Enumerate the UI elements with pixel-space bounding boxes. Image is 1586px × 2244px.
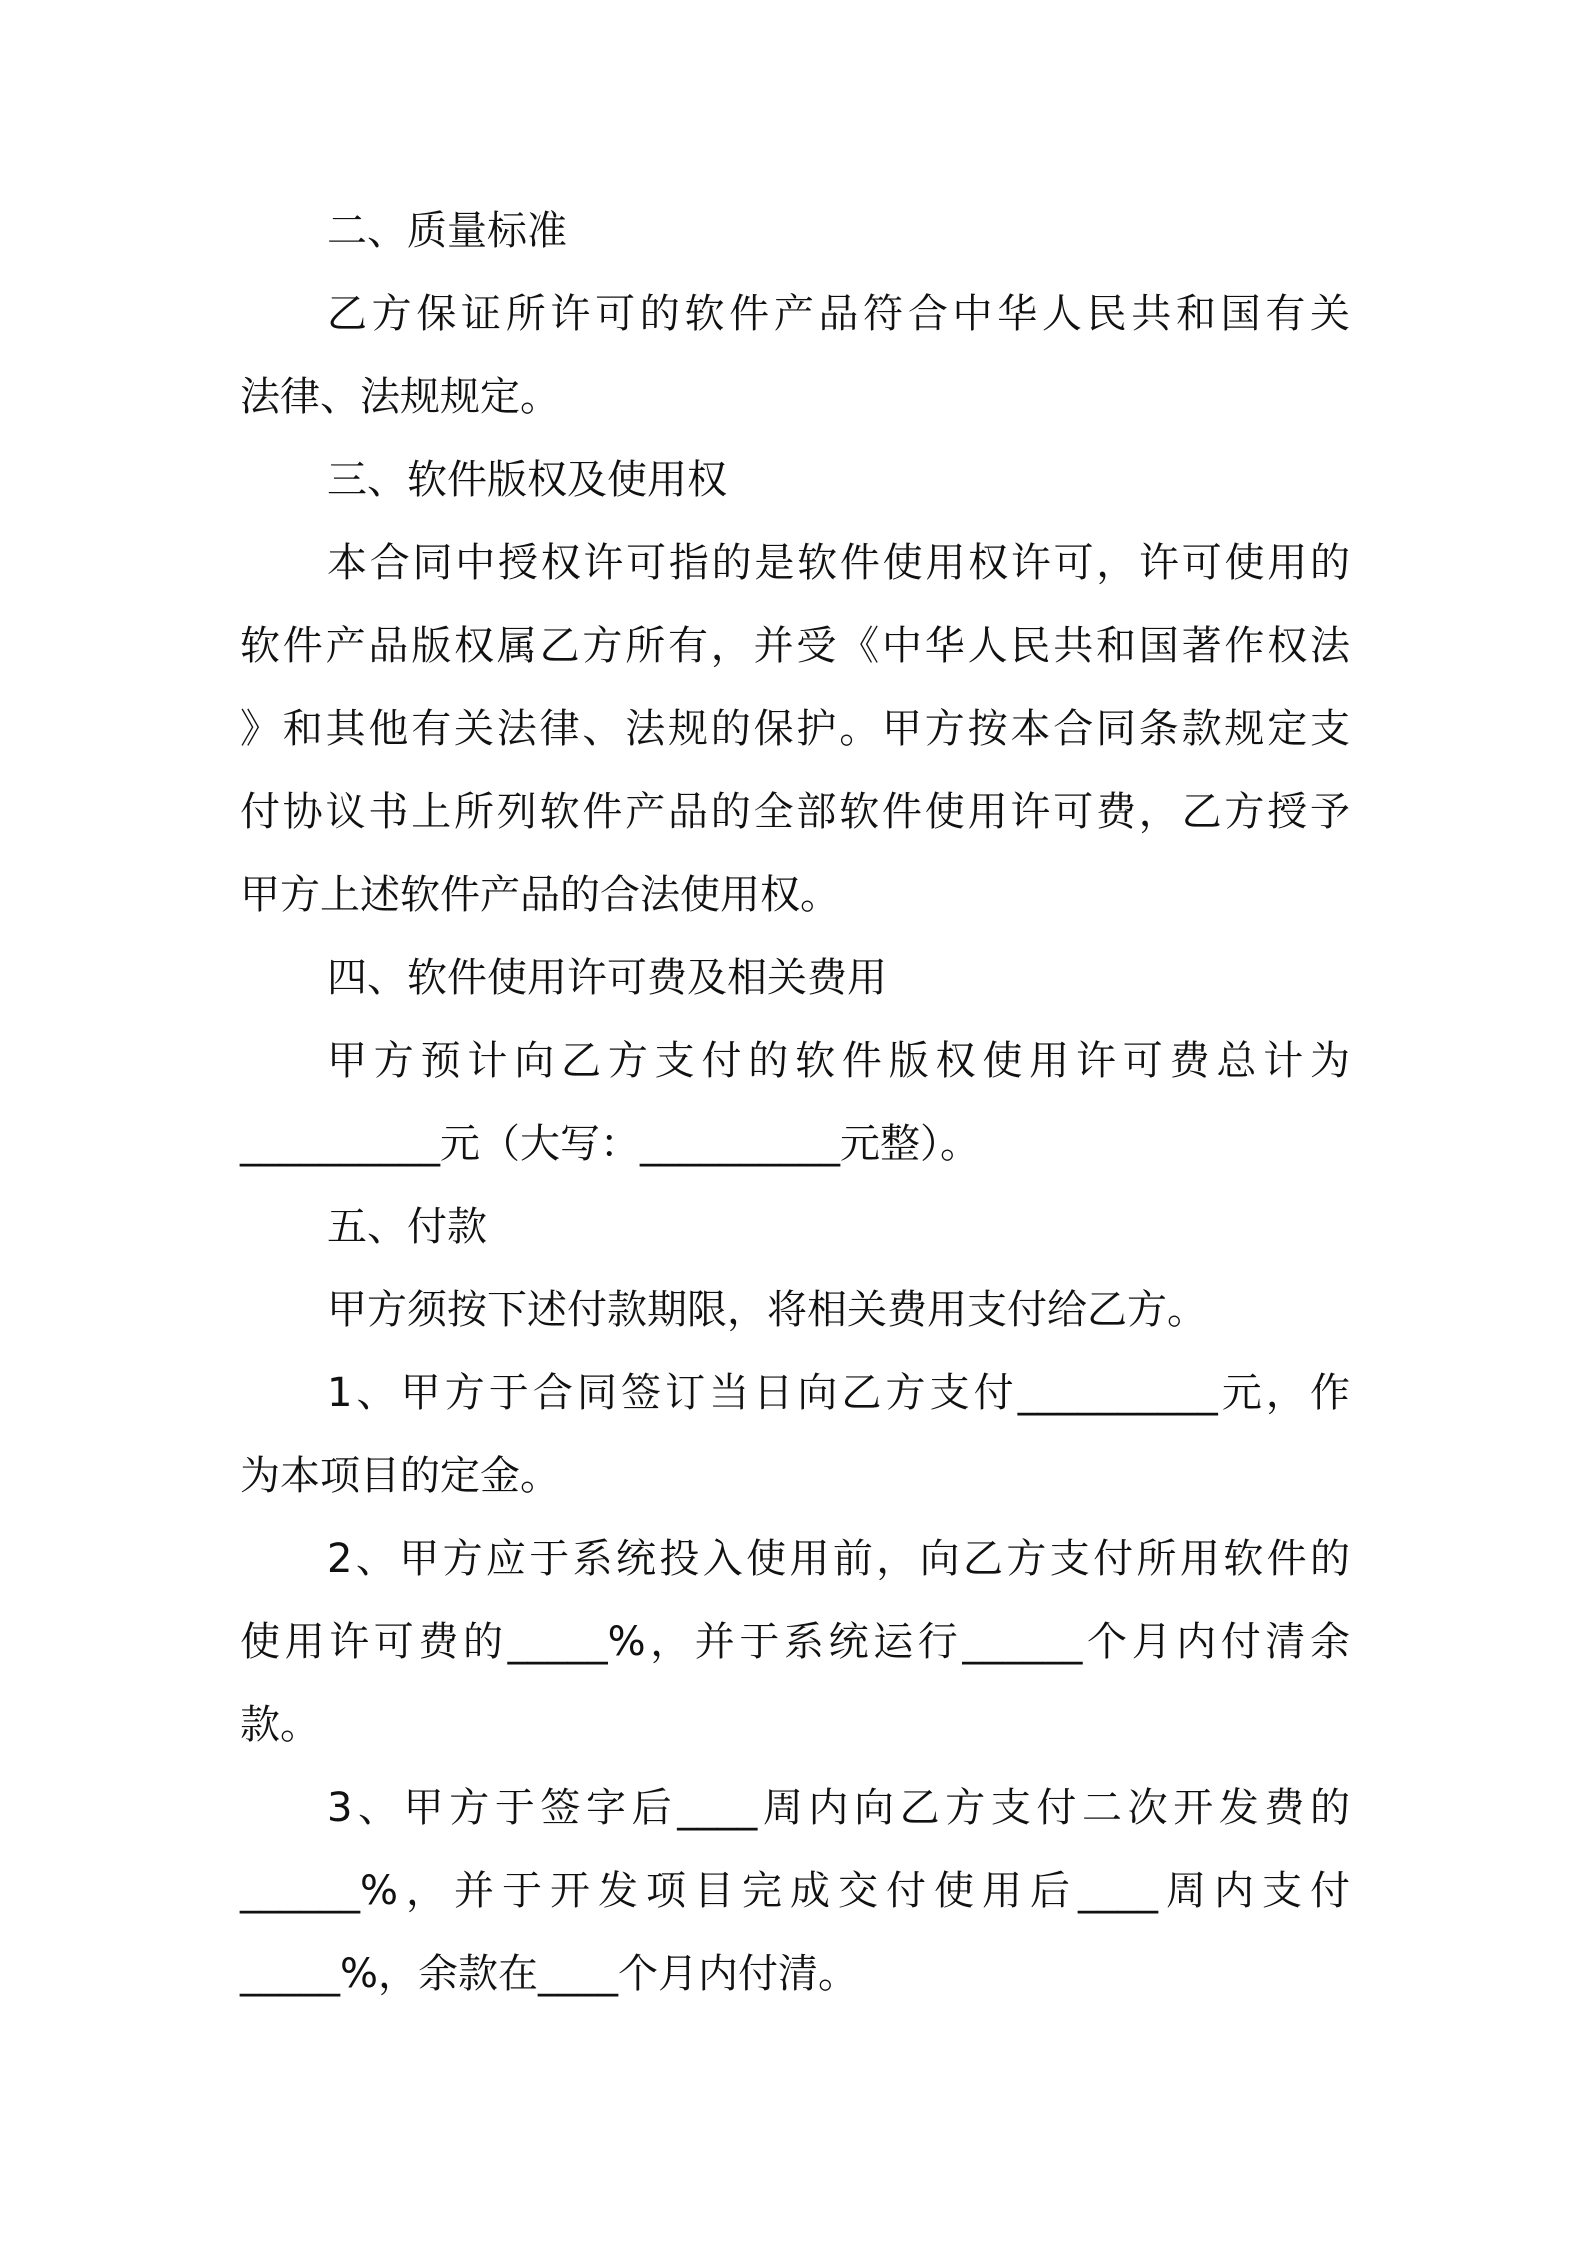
section-2-paragraph-line-1: 乙方保证所许可的软件产品符合中华人民共和国有关 [327, 291, 1350, 337]
section-2-paragraph-line-2: 法律、法规规定。 [240, 374, 560, 420]
section-5-item-1-line-1: 1、甲方于合同签订当日向乙方支付__________元，作 [327, 1370, 1350, 1416]
section-4-paragraph-line-1: 甲方预计向乙方支付的软件版权使用许可费总计为 [327, 1038, 1350, 1084]
section-3-heading: 三、软件版权及使用权 [327, 457, 727, 503]
section-4-paragraph-line-2: __________元（大写：__________元整）。 [240, 1121, 980, 1167]
section-3-paragraph-line-2: 软件产品版权属乙方所有，并受《中华人民共和国著作权法 [240, 623, 1350, 669]
section-5-item-3-line-2: ______%，并于开发项目完成交付使用后____周内支付 [240, 1868, 1350, 1914]
section-3-paragraph-line-3: 》和其他有关法律、法规的保护。甲方按本合同条款规定支 [240, 706, 1350, 752]
section-5-item-3-line-1: 3、甲方于签字后____周内向乙方支付二次开发费的 [327, 1785, 1350, 1831]
section-5-item-2-line-1: 2、甲方应于系统投入使用前，向乙方支付所用软件的 [327, 1536, 1350, 1582]
section-3-paragraph-line-4: 付协议书上所列软件产品的全部软件使用许可费，乙方授予 [240, 789, 1350, 835]
document-body [240, 190, 1350, 2016]
section-4-heading: 四、软件使用许可费及相关费用 [327, 955, 887, 1001]
section-5-paragraph: 甲方须按下述付款期限，将相关费用支付给乙方。 [327, 1287, 1207, 1333]
section-5-heading: 五、付款 [327, 1204, 487, 1250]
section-3-paragraph-line-1: 本合同中授权许可指的是软件使用权许可，许可使用的 [327, 540, 1350, 586]
section-5-item-3-line-3: _____%，余款在____个月内付清。 [240, 1951, 859, 1997]
section-5-item-2-line-2: 使用许可费的_____%，并于系统运行______个月内付清余 [240, 1619, 1350, 1665]
section-5-item-2-line-3: 款。 [240, 1702, 320, 1748]
section-3-paragraph-line-5: 甲方上述软件产品的合法使用权。 [240, 872, 840, 918]
section-5-item-1-line-2: 为本项目的定金。 [240, 1453, 560, 1499]
section-2-heading: 二、质量标准 [327, 208, 567, 254]
